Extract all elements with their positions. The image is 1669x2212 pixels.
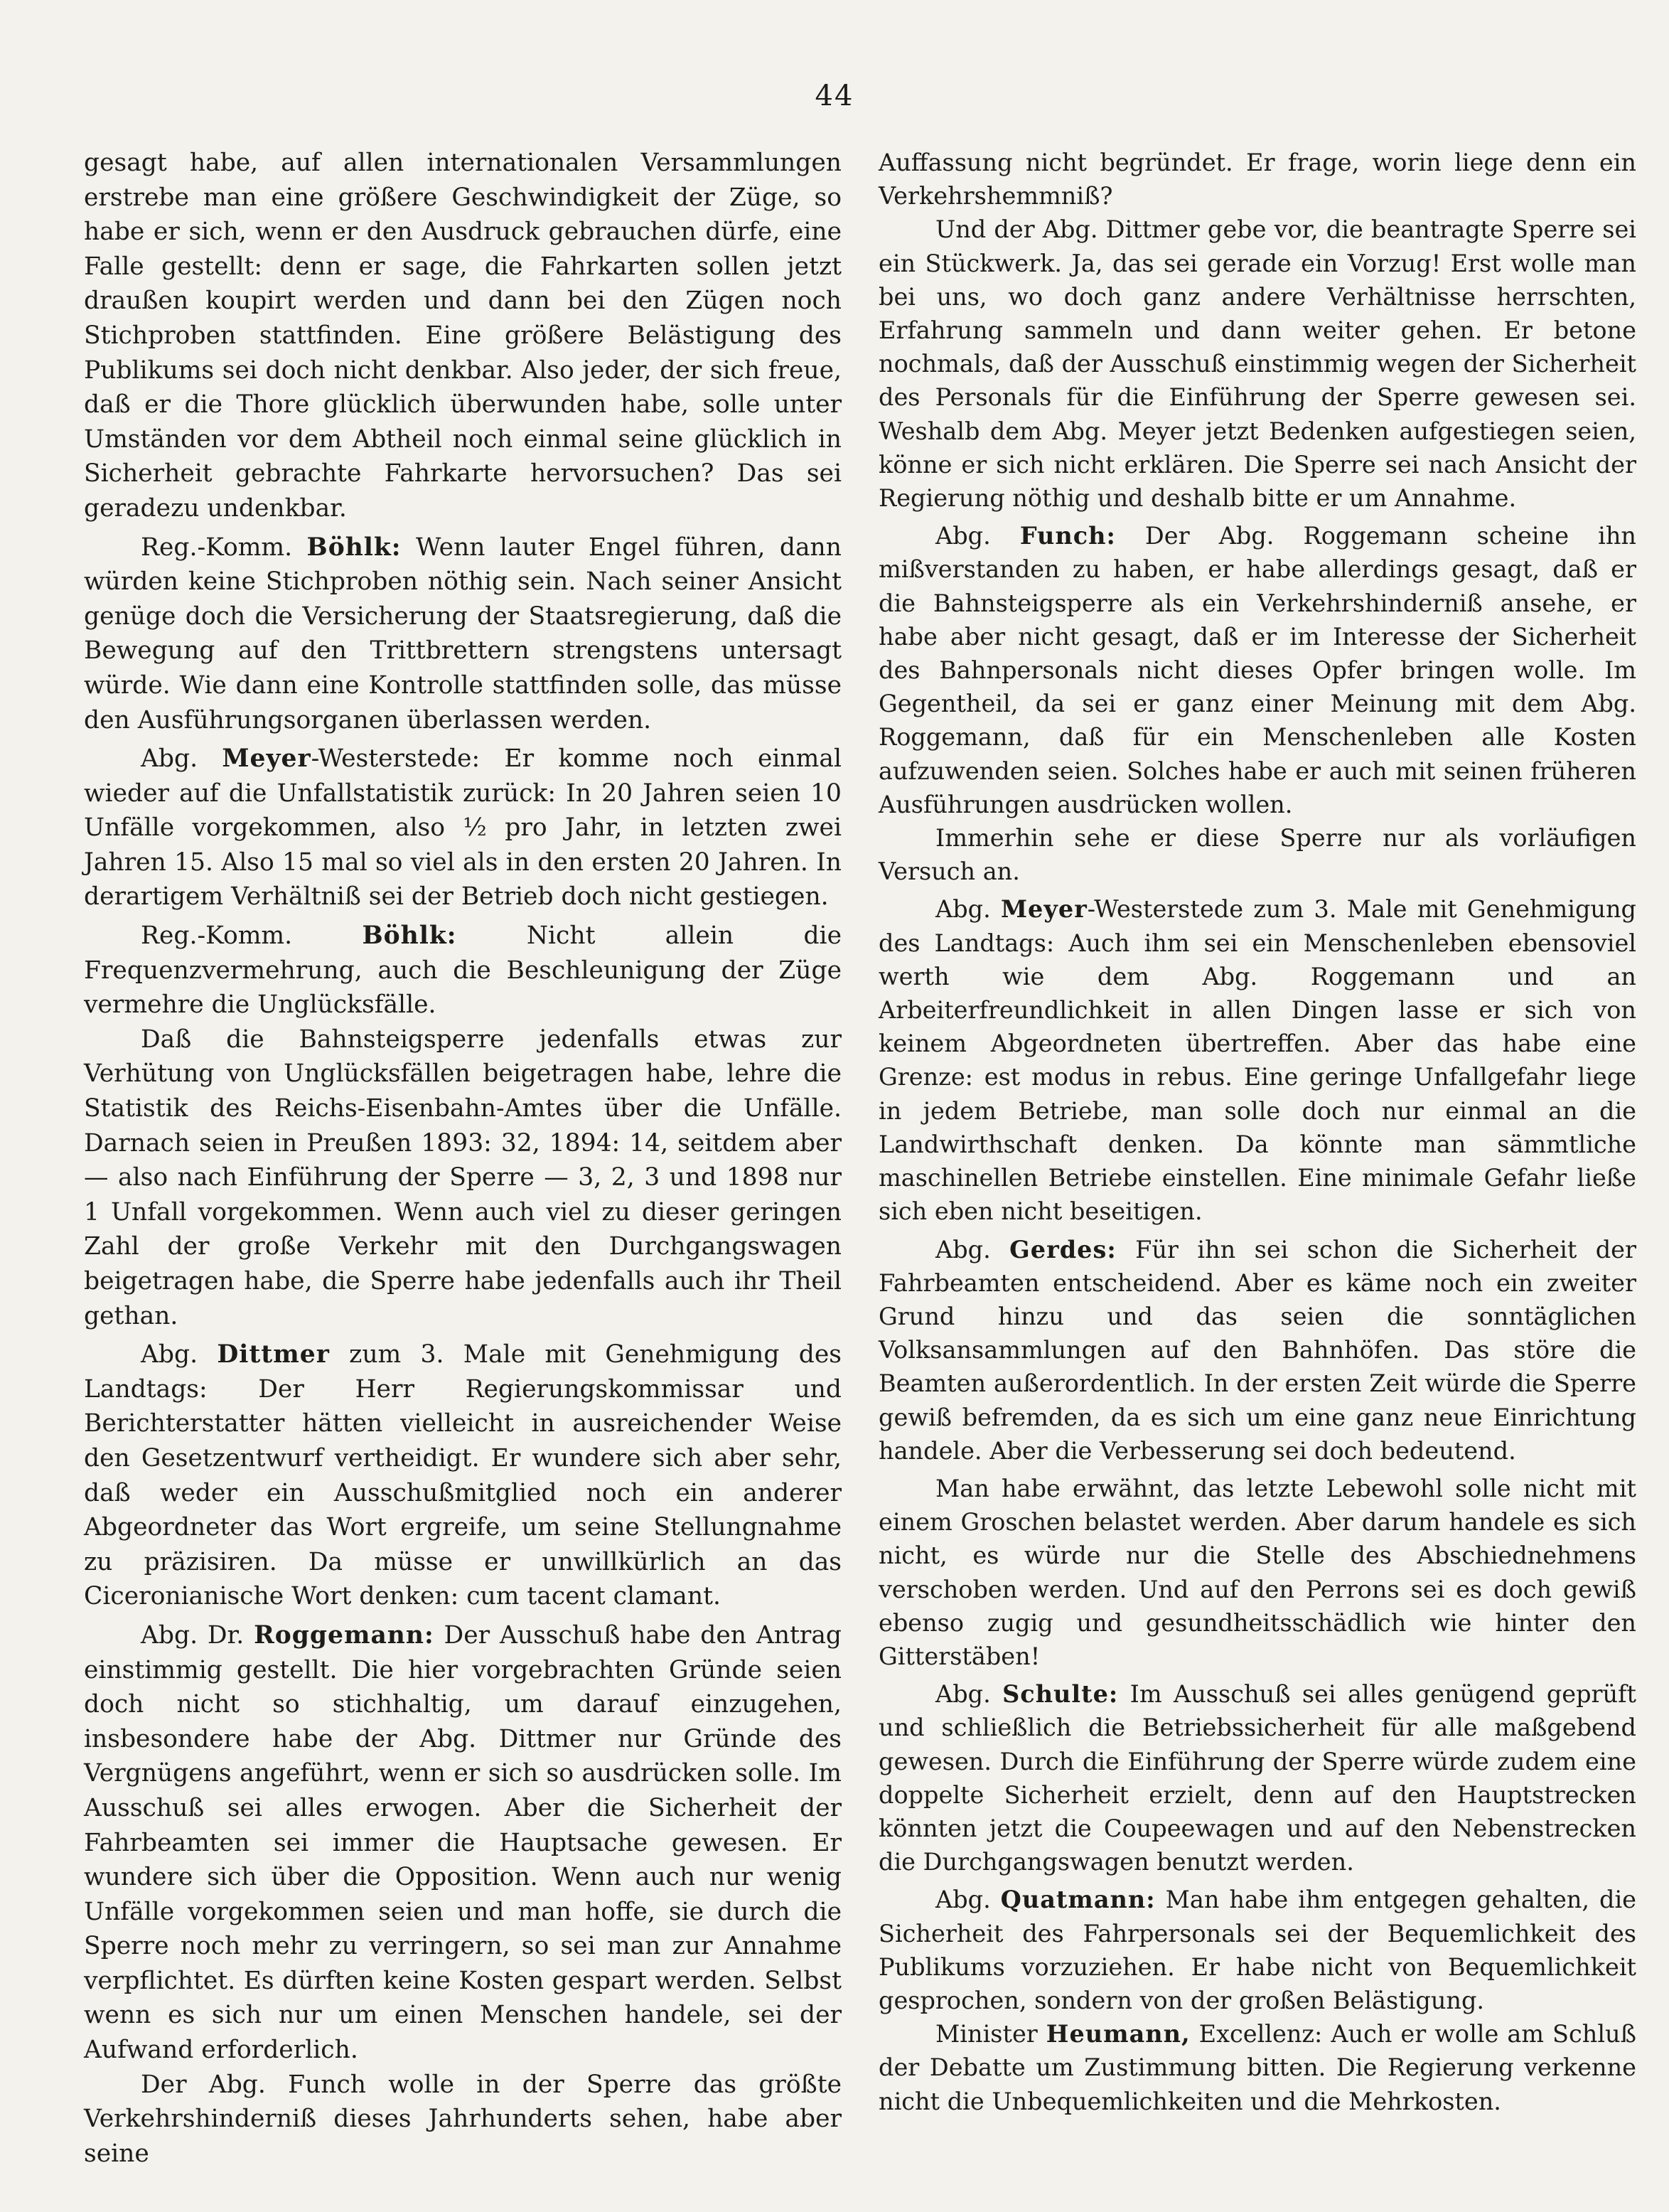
paragraph: Man habe erwähnt, das letzte Lebewohl solle nicht mit einem Groschen belastet werden. Aber darum handele es sich nicht, es würde nur die Stelle des Abschiednehmens verschoben werden. Und auf den Perrons sei es doch gewiß ebenso zugig und gesundheitsschädlich wie hinter den Gitterstäben! <box>879 1474 1636 1670</box>
right-column <box>879 146 1636 2118</box>
speaker-name: Heumann, <box>1046 2020 1191 2048</box>
paragraph: Abg. Dr. Roggemann: Der Ausschuß habe den Antrag einstimmig gestellt. Die hier vorgebrachten Gründe seien doch nicht so stichhaltig, um darauf einzugehen, insbesondere habe der Abg. Dittmer nur Gründe des Vergnügens angeführt, wenn er sich so ausdrücken solle. Im Ausschuß sei alles erwogen. Aber die Sicherheit der Fahrbeamten sei immer die Hauptsache gewesen. Er wundere sich über die Opposition. Wenn auch nur wenig Unfälle vorgekommen seien und man hoffe, sie durch die Sperre noch mehr zu verringern, so sei man zur Annahme verpflichtet. Es dürften keine Kosten gespart werden. Selbst wenn es sich nur um einen Menschen handele, sei der Aufwand erforderlich. <box>84 1620 842 2065</box>
paragraph: Abg. Meyer-Westerstede zum 3. Male mit Genehmigung des Landtags: Auch ihm sei ein Menschenleben ebensoviel werth wie dem Abg. Roggemann und an Arbeiterfreundlichkeit in allen Dingen lasse er sich von keinem Abgeordneten übertreffen. Aber das habe eine Grenze: est modus in rebus. Eine geringe Unfallgefahr liege in jedem Betriebe, man solle doch nur einmal an die Landwirthschaft denken. Da könnte man sämmtliche maschinellen Betriebe einstellen. Eine minimale Gefahr ließe sich eben nicht beseitigen. <box>879 895 1636 1226</box>
speaker-name: Funch: <box>1019 522 1116 550</box>
speaker-name: Schulte: <box>1002 1680 1119 1709</box>
paragraph: Daß die Bahnsteigsperre jedenfalls etwas zur Verhütung von Unglücksfällen beigetragen habe, lehre die Statistik des Reichs-Eisenbahn-Amtes über die Unfälle. Darnach seien in Preußen 1893: 32, 1894: 14, seitdem aber — also nach Einführung der Sperre — 3, 2, 3 und 1898 nur 1 Unfall vorgekommen. Wenn auch viel zu dieser geringen Zahl der große Verkehr mit den Durchgangswagen beigetragen habe, die Sperre habe jedenfalls auch ihr Theil gethan. <box>84 1025 842 1330</box>
paragraph: Minister Heumann, Excellenz: Auch er wolle am Schluß der Debatte um Zustimmung bitten. Die Regierung verkenne nicht die Unbequemlichkeiten und die Mehrkosten. <box>879 2020 1637 2115</box>
paragraph: Reg.-Komm. Böhlk: Nicht allein die Frequenzvermehrung, auch die Beschleunigung der Züge vermehre die Unglücksfälle. <box>84 921 842 1020</box>
paragraph: Immerhin sehe er diese Sperre nur als vorläufigen Versuch an. <box>879 824 1636 886</box>
speaker-name: Gerdes: <box>1009 1235 1117 1263</box>
paragraph: Auffassung nicht begründet. Er frage, worin liege denn ein Verkehrshemmniß? <box>879 149 1636 210</box>
speaker-name: Dittmer <box>217 1340 330 1369</box>
speaker-name: Böhlk: <box>362 921 457 951</box>
left-column <box>84 146 842 2171</box>
paragraph: Und der Abg. Dittmer gebe vor, die beantragte Sperre sei ein Stückwerk. Ja, das sei gerade ein Vorzug! Erst wolle man bei uns, wo doch ganz andere Verhältnisse herrschten, Erfahrung sammeln und dann weiter gehen. Er betone nochmals, daß der Ausschuß einstimmig wegen der Sicherheit des Personals für die Einführung der Sperre gewesen sei. Weshalb dem Abg. Meyer jetzt Bedenken aufgestiegen seien, könne er sich nicht erklären. Die Sperre sei nach Ansicht der Regierung nöthig und deshalb bitte er um Annahme. <box>879 215 1636 513</box>
paragraph: Abg. Gerdes: Für ihn sei schon die Sicherheit der Fahrbeamten entscheidend. Aber es käme noch ein zweiter Grund hinzu und das seien die sonntäglichen Volksansammlungen auf den Bahnhöfen. Das störe die Beamten außerordentlich. In der ersten Zeit würde die Sperre gewiß befremden, da es sich um eine ganz neue Einrichtung handele. Aber die Verbesserung sei doch bedeutend. <box>879 1235 1636 1465</box>
paragraph: Abg. Funch: Der Abg. Roggemann scheine ihn mißverstanden zu haben, er habe allerdings gesagt, daß er die Bahnsteigsperre als ein Verkehrshinderniß ansehe, er habe aber nicht gesagt, daß er im Interesse der Sicherheit des Bahnpersonals nicht dieses Opfer bringen wolle. Im Gegentheil, da sei er ganz einer Meinung mit dem Abg. Roggemann, daß für ein Menschenleben alle Kosten aufzuwenden seien. Solches habe er auch mit seinen früheren Ausführungen ausdrücken wollen. <box>879 522 1636 818</box>
paragraph: Reg.-Komm. Böhlk: Wenn lauter Engel führen, dann würden keine Stichproben nöthig sein. Nach seiner Ansicht genüge doch die Versicherung der Staatsregierung, daß die Bewegung auf den Trittbrettern strengstens untersagt würde. Wie dann eine Kontrolle stattfinden solle, das müsse den Ausführungsorganen überlassen werden. <box>84 533 842 734</box>
speaker-name: Böhlk: <box>306 533 402 562</box>
speaker-name: Roggemann: <box>254 1620 434 1650</box>
paragraph: Der Abg. Funch wolle in der Sperre das größte Verkehrshinderniß dieses Jahrhunderts sehen, habe aber seine <box>84 2070 842 2168</box>
speaker-name: Meyer <box>222 744 311 774</box>
speaker-name: Meyer <box>1000 895 1088 924</box>
page-number: 44 <box>815 80 854 112</box>
paragraph: Abg. Meyer-Westerstede: Er komme noch einmal wieder auf die Unfallstatistik zurück: In 20 Jahren seien 10 Unfälle vorgekommen, also ½ pro Jahr, in letzten zwei Jahren 15. Also 15 mal so viel als in den ersten 20 Jahren. In derartigem Verhältniß sei der Betrieb doch nicht gestiegen. <box>84 744 842 912</box>
speaker-name: Quatmann: <box>1000 1886 1156 1914</box>
paragraph: Abg. Schulte: Im Ausschuß sei alles genügend geprüft und schließlich die Betriebssicherheit für alle maßgebend gewesen. Durch die Einführung der Sperre würde zudem eine doppelte Sicherheit erzielt, denn auf den Hauptstrecken könnten jetzt die Coupeewagen und auf den Nebenstrecken die Durchgangswagen benutzt werden. <box>879 1680 1636 1876</box>
paragraph: Abg. Quatmann: Man habe ihm entgegen gehalten, die Sicherheit des Fahrpersonals sei der Bequemlichkeit des Publikums vorzuziehen. Er habe nicht von Bequemlichkeit gesprochen, sondern von der großen Belästigung. <box>879 1886 1636 2014</box>
paragraph: Abg. Dittmer zum 3. Male mit Genehmigung des Landtags: Der Herr Regierungskommissar und Berichterstatter hätten vielleicht in ausreichender Weise den Gesetzentwurf vertheidigt. Er wundere sich aber sehr, daß weder ein Ausschußmitglied noch ein anderer Abgeordneter das Wort ergreife, um seine Stellungnahme zu präzisiren. Da müsse er unwillkürlich an das Ciceronianische Wort denken: cum tacent clamant. <box>84 1340 842 1611</box>
paragraph: gesagt habe, auf allen internationalen Versammlungen erstrebe man eine größere Geschwindigkeit der Züge, so habe er sich, wenn er den Ausdruck gebrauchen dürfe, eine Falle gestellt: denn er sage, die Fahrkarten sollen jetzt draußen koupirt werden und dann bei den Zügen noch Stichproben stattfinden. Eine größere Belästigung des Publikums sei doch nicht denkbar. Also jeder, der sich freue, daß er die Thore glücklich überwunden habe, solle unter Umständen vor dem Abtheil noch einmal seine glücklich in Sicherheit gebrachte Fahrkarte hervorsuchen? Das sei geradezu undenkbar. <box>84 149 842 523</box>
